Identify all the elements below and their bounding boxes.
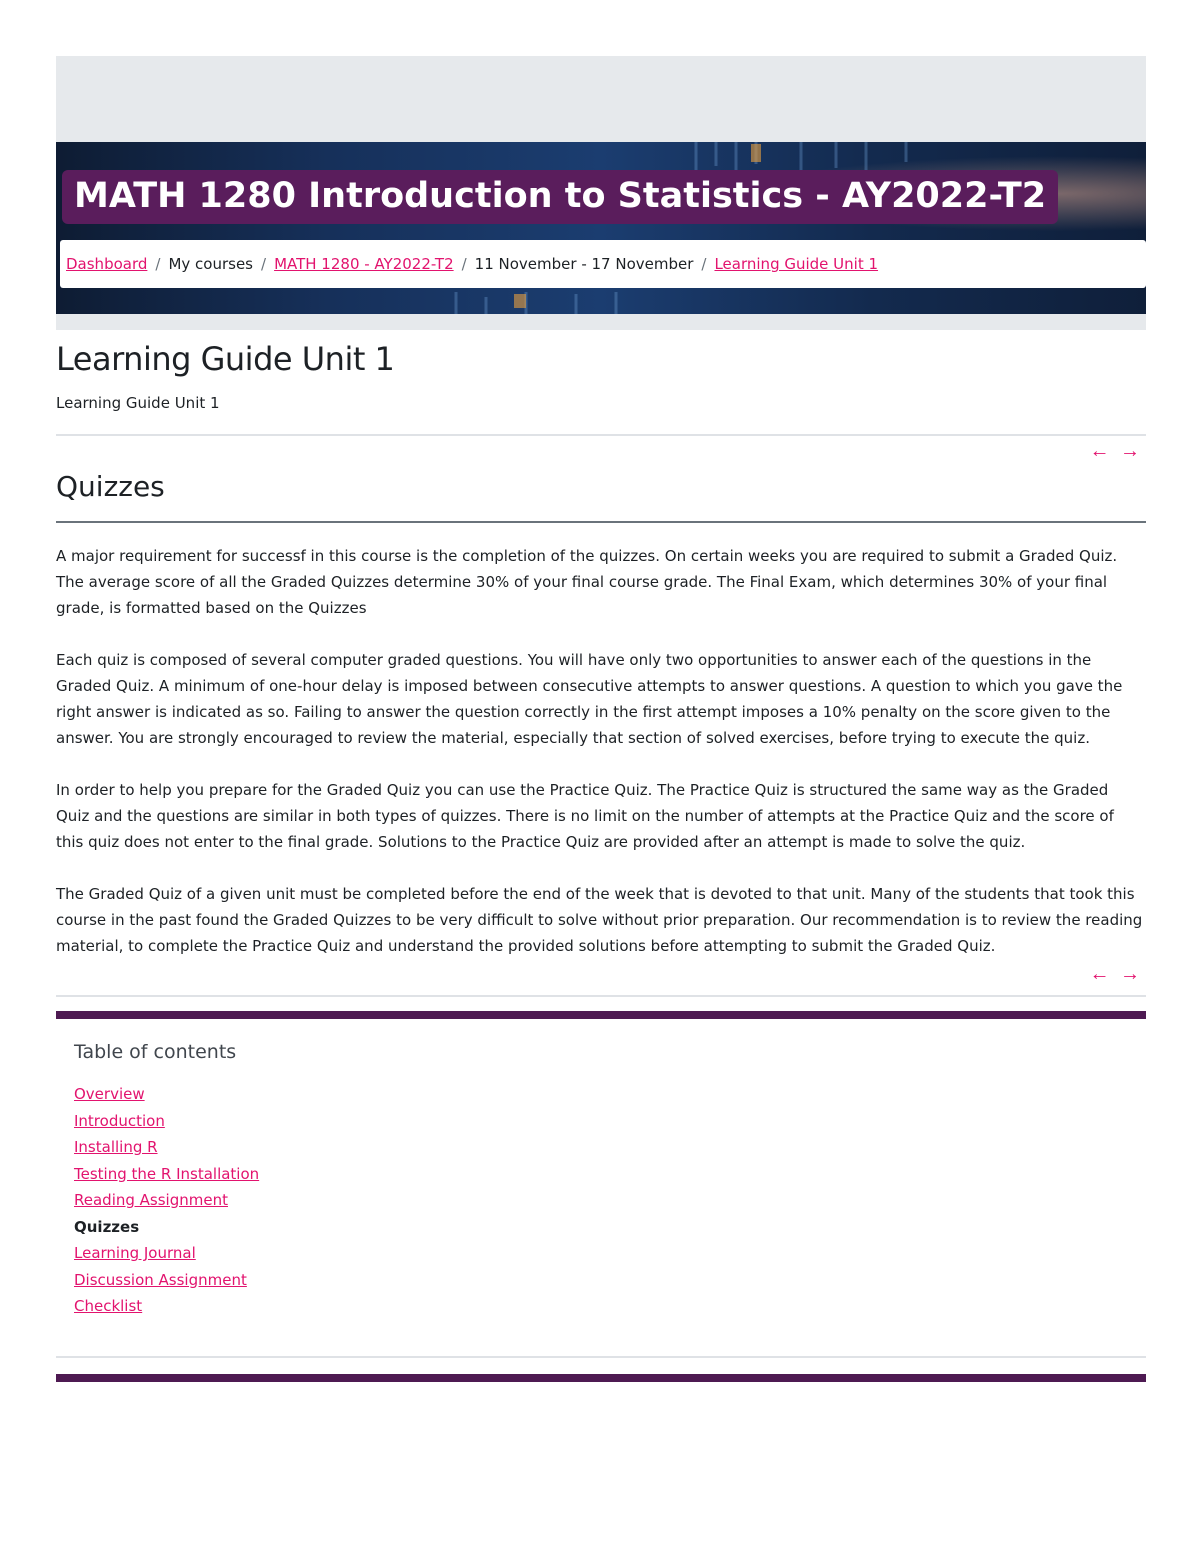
toc-link-installing-r[interactable]: Installing R	[74, 1138, 158, 1156]
breadcrumb-dashboard[interactable]: Dashboard	[66, 255, 148, 273]
toc-link-overview[interactable]: Overview	[74, 1085, 145, 1103]
breadcrumb-separator: /	[155, 255, 161, 273]
toc-title: Table of contents	[74, 1041, 237, 1063]
toc-link-testing-r[interactable]: Testing the R Installation	[74, 1164, 260, 1183]
toc-item[interactable]	[74, 1108, 1128, 1135]
content-paragraph: In order to help you prepare for the Graded Quiz you can use the Practice Quiz. The Practice Quiz is structured the same way as the Graded Quiz and the questions are similar in both types of quizzes. There is no limit on the number of attempts at the Practice Quiz and the score of this quiz does not enter to the final grade. Solutions to the Practice Quiz are provided after an attempt is made to solve the quiz.	[56, 781, 1114, 851]
breadcrumb	[60, 240, 1146, 288]
toc-item[interactable]	[74, 1267, 1128, 1294]
divider	[56, 1356, 1146, 1358]
page-container	[56, 56, 1146, 1382]
content-paragraph: The Graded Quiz of a given unit must be completed before the end of the week that is devoted to that unit. Many of the students that took this course in the past found the Graded Quizzes to be very difficult to solve without prior preparation. Our recommendation is to review the reading material, to complete the Practice Quiz and understand the provided solutions before attempting to submit the Graded Quiz.	[56, 885, 1143, 955]
toc-item-current: Quizzes	[74, 1217, 140, 1236]
banner-bottom-strip	[56, 314, 1146, 330]
toc-link-checklist[interactable]: Checklist	[74, 1297, 143, 1315]
section-divider	[56, 521, 1146, 523]
course-banner	[56, 142, 1146, 314]
section-content	[56, 543, 1146, 959]
toc-link-discussion-assignment[interactable]: Discussion Assignment	[74, 1270, 247, 1289]
toc-item[interactable]	[74, 1240, 1128, 1267]
banner-decoration	[56, 142, 1146, 314]
toc-item[interactable]	[74, 1293, 1128, 1320]
toc-item[interactable]	[74, 1081, 1128, 1108]
arrow-right-icon[interactable]: →	[1120, 963, 1140, 985]
arrow-right-icon[interactable]: →	[1120, 440, 1140, 462]
toc-link-learning-journal[interactable]: Learning Journal	[74, 1244, 196, 1262]
bottom-bar	[56, 1374, 1146, 1382]
divider	[56, 434, 1146, 436]
chapter-navigation-top	[56, 440, 1146, 466]
toc-top-bar	[56, 1011, 1146, 1019]
chapter-navigation-bottom	[56, 963, 1146, 989]
breadcrumb-course[interactable]: MATH 1280 - AY2022-T2	[274, 255, 454, 273]
breadcrumb-separator: /	[461, 255, 467, 273]
breadcrumb-learning-guide[interactable]: Learning Guide Unit 1	[714, 255, 879, 273]
breadcrumb-separator: /	[261, 255, 267, 273]
course-title: MATH 1280 Introduction to Statistics - AY2022-T2	[62, 170, 1058, 224]
toc-link-introduction[interactable]: Introduction	[74, 1111, 165, 1130]
toc-link-reading-assignment[interactable]: Reading Assignment	[74, 1191, 228, 1209]
toc-list	[74, 1081, 1128, 1320]
divider	[56, 995, 1146, 997]
page-subtitle: Learning Guide Unit 1	[56, 394, 220, 412]
breadcrumb-separator: /	[701, 255, 707, 273]
arrow-left-icon[interactable]: ←	[1089, 963, 1110, 985]
content-paragraph: Each quiz is composed of several computer graded questions. You will have only two opportunities to answer each of the questions in the Graded Quiz. A minimum of one-hour delay is imposed between consecutive attempts to answer questions. A question to which you gave the right answer is indicated as so. Failing to answer the question correctly in the first attempt imposes a 10% penalty on the score given to the answer. You are strongly encouraged to review the material, especially that section of solved exercises, before trying to execute the quiz.	[56, 651, 1123, 747]
breadcrumb-week: 11 November - 17 November	[474, 255, 694, 273]
page-title: Learning Guide Unit 1	[56, 340, 395, 378]
table-of-contents	[56, 1019, 1146, 1348]
toc-item[interactable]	[74, 1134, 1128, 1161]
breadcrumb-my-courses: My courses	[168, 255, 253, 273]
toc-item[interactable]	[74, 1187, 1128, 1214]
section-title: Quizzes	[56, 470, 165, 503]
header-spacer	[56, 56, 1146, 142]
toc-item[interactable]	[74, 1161, 1128, 1188]
arrow-left-icon[interactable]: ←	[1089, 440, 1110, 462]
content-paragraph: A major requirement for successf in this course is the completion of the quizzes. On certain weeks you are required to submit a Graded Quiz. The average score of all the Graded Quizzes determine 30% of your final course grade. The Final Exam, which determines 30% of your final grade, is formatted based on the Quizzes	[56, 547, 1118, 617]
